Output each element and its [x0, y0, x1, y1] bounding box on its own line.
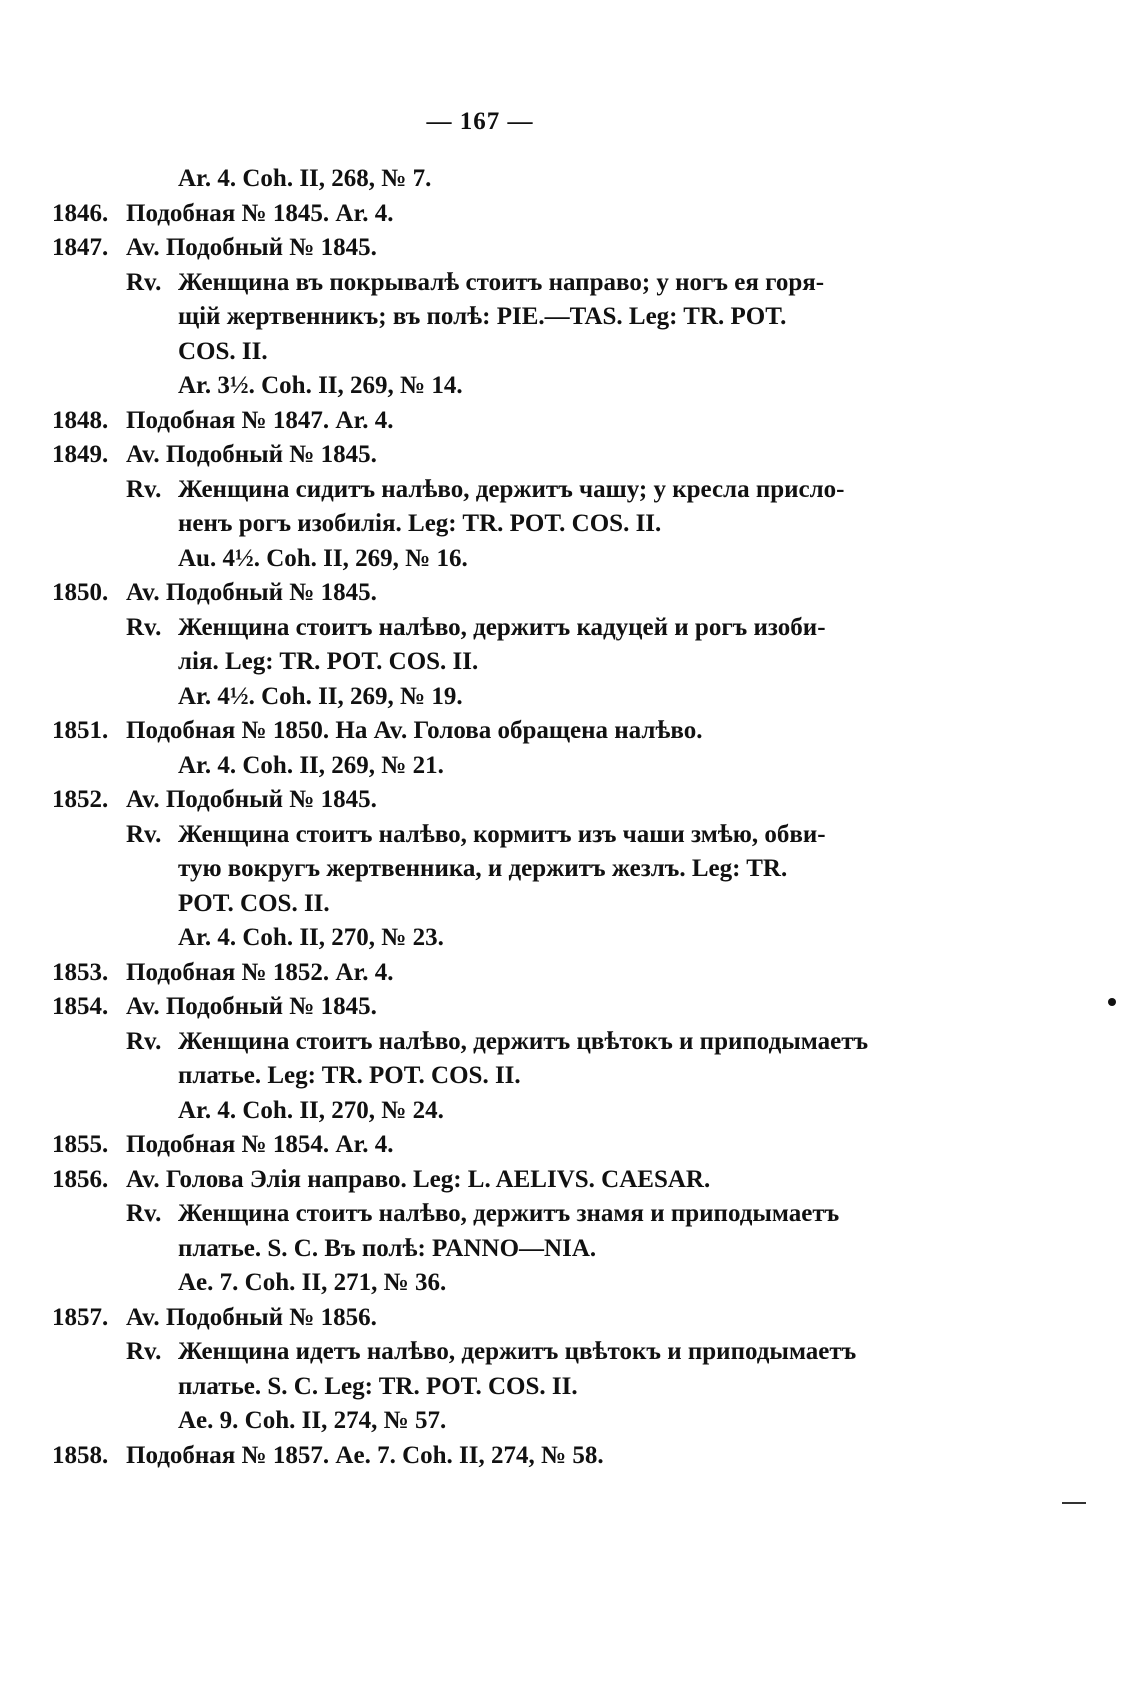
reference-line: [52, 749, 882, 784]
entry-number: 1846.: [52, 199, 109, 227]
description-text: Женщина стоитъ налѣво, держитъ знамя и приподымаетъ: [178, 1200, 840, 1227]
page-number: — 167 —: [426, 108, 534, 135]
entry-number: 1848.: [52, 406, 109, 434]
entry-number: 1857.: [52, 1303, 109, 1331]
entry-number: 1858.: [52, 1441, 109, 1469]
catalogue-entry-line: [52, 1301, 882, 1336]
catalogue-entry-line: [52, 197, 882, 232]
description-continuation-line: [52, 1232, 882, 1267]
reverse-description-line: [52, 1335, 882, 1370]
description-text: щій жертвенникъ; въ полѣ: PIE.—TAS. Leg: TR. POT.: [178, 303, 787, 330]
entry-number: 1853.: [52, 958, 109, 986]
coin-side-label: Rv.: [126, 820, 162, 848]
catalogue-entry-line: [52, 990, 882, 1025]
description-text: Женщина идетъ налѣво, держитъ цвѣтокъ и приподымаетъ: [178, 1338, 857, 1365]
description-text: лія. Leg: TR. POT. COS. II.: [178, 648, 479, 675]
catalogue-entry-line: [52, 404, 882, 439]
coin-side-label: Rv.: [126, 613, 162, 641]
reference-line: [52, 369, 882, 404]
reference-text: Ar. 3½. Coh. II, 269, № 14.: [178, 372, 463, 399]
entry-text: Av. Подобный № 1845.: [126, 993, 377, 1020]
coin-side-label: Rv.: [126, 268, 162, 296]
catalogue-entry-line: [52, 783, 882, 818]
catalogue-entry-line: [52, 1163, 882, 1198]
coin-side-label: Rv.: [126, 1200, 162, 1227]
reference-line: [52, 1266, 882, 1301]
catalogue-entry-line: [52, 1128, 882, 1163]
reference-text: Ar. 4. Coh. II, 270, № 24.: [178, 1096, 444, 1124]
entry-text: Av. Подобный № 1845.: [126, 234, 377, 261]
coin-side-label: Rv.: [126, 1027, 162, 1055]
catalogue-entry-line: [52, 231, 882, 266]
description-text: Женщина сидитъ налѣво, держитъ чашу; у кресла присло-: [178, 475, 845, 503]
entry-text: Подобная № 1847. Ar. 4.: [126, 406, 394, 434]
entry-number: 1856.: [52, 1165, 109, 1193]
reverse-description-line: [52, 818, 882, 853]
reverse-description-line: [52, 473, 882, 508]
entry-text: Подобная № 1857. Ae. 7. Coh. II, 274, № 58.: [126, 1441, 604, 1469]
description-text: тую вокругъ жертвенника, и держитъ жезлъ. Leg: TR.: [178, 855, 788, 882]
reference-text: Ar. 4. Coh. II, 269, № 21.: [178, 751, 444, 779]
reference-text: Ae. 9. Coh. II, 274, № 57.: [178, 1407, 447, 1434]
description-continuation-line: [52, 887, 882, 922]
margin-dash-mark: [1062, 1502, 1086, 1504]
description-continuation-line: [52, 335, 882, 370]
entry-text: Av. Голова Элія направо. Leg: L. AELIVS. CAESAR.: [126, 1165, 711, 1193]
entry-number: 1849.: [52, 441, 109, 468]
entry-number: 1851.: [52, 717, 109, 744]
reverse-description-line: [52, 1197, 882, 1232]
catalogue-text: [52, 162, 882, 1473]
description-text: Женщина въ покрывалѣ стоитъ направо; у ногъ ея горя-: [178, 268, 825, 296]
reference-text: Ae. 7. Coh. II, 271, № 36.: [178, 1269, 447, 1296]
reference-text: Ar. 4. Coh. II, 268, № 7.: [178, 165, 432, 192]
entry-number: 1847.: [52, 234, 109, 261]
reverse-description-line: [52, 611, 882, 646]
description-text: Женщина стоитъ налѣво, кормитъ изъ чаши змѣю, обви-: [178, 820, 826, 848]
entry-text: Av. Подобный № 1845.: [126, 441, 377, 468]
description-text: POT. COS. II.: [178, 889, 330, 917]
reference-line: [52, 1094, 882, 1129]
entry-text: Подобная № 1850. На Av. Голова обращена налѣво.: [126, 717, 703, 744]
description-continuation-line: [52, 1370, 882, 1405]
catalogue-entry-line: [52, 714, 882, 749]
reference-line: [52, 162, 882, 197]
reference-text: Au. 4½. Coh. II, 269, № 16.: [178, 544, 468, 572]
catalogue-entry-line: [52, 956, 882, 991]
description-text: платье. Leg: TR. POT. COS. II.: [178, 1062, 521, 1089]
catalogue-entry-line: [52, 438, 882, 473]
reference-line: [52, 921, 882, 956]
entry-text: Подобная № 1845. Ar. 4.: [126, 199, 394, 227]
description-text: платье. S. C. Leg: TR. POT. COS. II.: [178, 1372, 578, 1400]
coin-side-label: Rv.: [126, 475, 162, 503]
description-text: платье. S. C. Въ полѣ: PANNO—NIA.: [178, 1234, 597, 1262]
description-continuation-line: [52, 507, 882, 542]
catalogue-entry-line: [52, 1439, 882, 1474]
entry-number: 1854.: [52, 993, 109, 1020]
description-text: COS. II.: [178, 337, 268, 365]
entry-number: 1855.: [52, 1131, 109, 1158]
reference-text: Ar. 4. Coh. II, 270, № 23.: [178, 924, 444, 951]
reverse-description-line: [52, 266, 882, 301]
entry-text: Подобная № 1852. Ar. 4.: [126, 958, 394, 986]
catalogue-entry-line: [52, 576, 882, 611]
reference-line: [52, 1404, 882, 1439]
reference-line: [52, 680, 882, 715]
description-text: ненъ рогъ изобилія. Leg: TR. POT. COS. II.: [178, 510, 662, 537]
description-text: Женщина стоитъ налѣво, держитъ кадуцей и рогъ изоби-: [178, 613, 826, 641]
description-continuation-line: [52, 300, 882, 335]
entry-text: Av. Подобный № 1845.: [126, 786, 377, 813]
entry-text: Av. Подобный № 1856.: [126, 1303, 377, 1331]
reverse-description-line: [52, 1025, 882, 1060]
margin-ink-dot: [1108, 998, 1116, 1006]
description-continuation-line: [52, 645, 882, 680]
reference-line: [52, 542, 882, 577]
coin-side-label: Rv.: [126, 1338, 162, 1365]
description-text: Женщина стоитъ налѣво, держитъ цвѣтокъ и приподымаетъ: [178, 1027, 869, 1055]
entry-text: Av. Подобный № 1845.: [126, 579, 377, 606]
entry-number: 1850.: [52, 579, 109, 606]
entry-number: 1852.: [52, 786, 109, 813]
entry-text: Подобная № 1854. Ar. 4.: [126, 1131, 394, 1158]
reference-text: Ar. 4½. Coh. II, 269, № 19.: [178, 682, 463, 710]
description-continuation-line: [52, 1059, 882, 1094]
description-continuation-line: [52, 852, 882, 887]
